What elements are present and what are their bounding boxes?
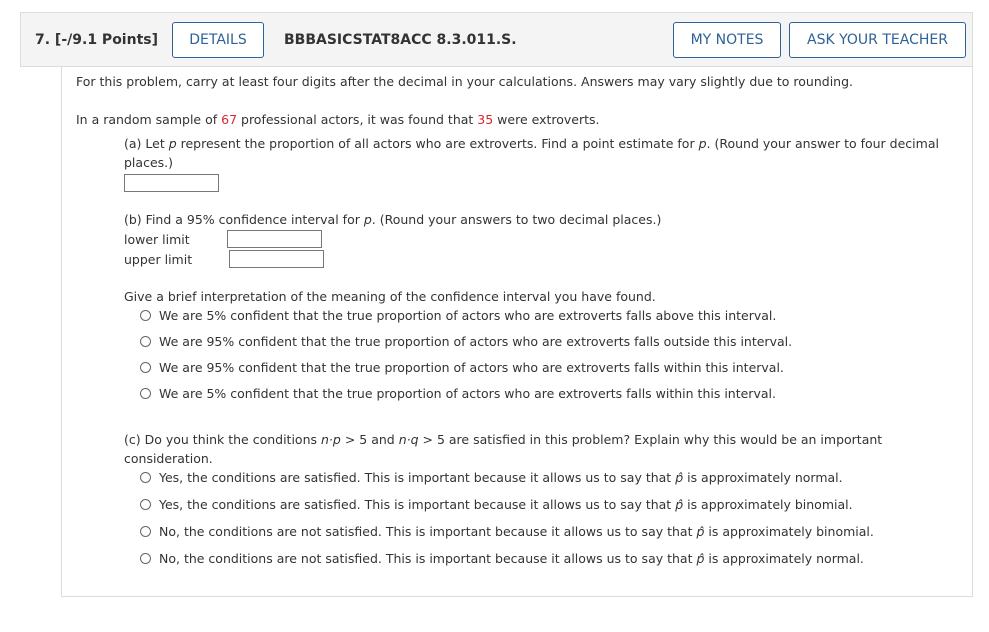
extrovert-count: 35	[477, 112, 494, 127]
sample-suffix: were extroverts.	[493, 112, 600, 127]
my-notes-button[interactable]: MY NOTES	[673, 22, 781, 58]
interpretation-radio-1[interactable]	[140, 310, 151, 321]
condition-option-2[interactable]	[159, 497, 853, 512]
upper-limit-label: upper limit	[124, 252, 193, 267]
p-hat: p̂	[675, 497, 684, 512]
p-hat: p̂	[696, 524, 705, 539]
option-post: is approximately binomial.	[704, 524, 874, 539]
interpretation-radio-2[interactable]	[140, 336, 151, 347]
part-b-pre: (b) Find a 95% confidence interval for	[124, 212, 364, 227]
var-p: p	[363, 212, 372, 227]
lower-limit-label: lower limit	[124, 232, 190, 247]
part-c-prompt	[124, 432, 882, 447]
condition-option-4[interactable]	[159, 551, 864, 566]
part-c-gt2: > 5 are satisfied in this problem? Explain why this would be an important	[418, 432, 883, 447]
interpretation-option-2[interactable]: We are 95% confident that the true proportion of actors who are extroverts falls outside this interval.	[159, 334, 793, 349]
option-pre: No, the conditions are not satisfied. This is important because it allows us to say that	[159, 551, 697, 566]
part-a-post: . (Round your answer to four decimal	[706, 136, 939, 151]
point-estimate-input[interactable]	[124, 174, 219, 192]
p-hat: p̂	[675, 470, 684, 485]
option-post: is approximately normal.	[683, 470, 843, 485]
question-number: 7. [-/9.1 Points]	[35, 32, 158, 48]
part-a-line2: places.)	[124, 155, 173, 170]
interpretation-option-4[interactable]: We are 5% confident that the true proportion of actors who are extroverts falls within this interval.	[159, 386, 776, 401]
p-hat: p̂	[696, 551, 705, 566]
condition-radio-2[interactable]	[140, 499, 151, 510]
condition-np: n·p	[321, 432, 341, 447]
details-button[interactable]: DETAILS	[172, 22, 264, 58]
upper-limit-input[interactable]	[229, 250, 324, 268]
interpretation-prompt: Give a brief interpretation of the meaning of the confidence interval you have found.	[124, 289, 656, 304]
condition-option-3[interactable]	[159, 524, 874, 539]
sample-text	[76, 112, 600, 127]
part-a-pre: (a) Let	[124, 136, 169, 151]
question-header	[20, 12, 973, 67]
part-c-gt1: > 5 and	[340, 432, 399, 447]
part-a-mid: represent the proportion of all actors who are extroverts. Find a point estimate for	[176, 136, 699, 151]
part-b-prompt	[124, 212, 661, 227]
condition-radio-4[interactable]	[140, 553, 151, 564]
condition-radio-3[interactable]	[140, 526, 151, 537]
part-a-line1	[124, 136, 939, 151]
problem-code: BBBASICSTAT8ACC 8.3.011.S.	[284, 32, 517, 48]
interpretation-option-1[interactable]: We are 5% confident that the true proportion of actors who are extroverts falls above this interval.	[159, 308, 777, 323]
part-b-post: . (Round your answers to two decimal places.)	[371, 212, 662, 227]
interpretation-radio-4[interactable]	[140, 388, 151, 399]
part-c-line2: consideration.	[124, 451, 213, 466]
condition-nq: n·q	[398, 432, 419, 447]
sample-middle: professional actors, it was found that	[237, 112, 478, 127]
sample-prefix: In a random sample of	[76, 112, 222, 127]
condition-option-1[interactable]	[159, 470, 843, 485]
sample-size: 67	[221, 112, 238, 127]
lower-limit-input[interactable]	[227, 230, 322, 248]
var-p: p	[168, 136, 177, 151]
part-c-pre: (c) Do you think the conditions	[124, 432, 321, 447]
var-p: p	[698, 136, 707, 151]
option-post: is approximately binomial.	[683, 497, 853, 512]
interpretation-radio-3[interactable]	[140, 362, 151, 373]
option-pre: Yes, the conditions are satisfied. This is important because it allows us to say that	[159, 470, 676, 485]
option-pre: No, the conditions are not satisfied. This is important because it allows us to say that	[159, 524, 697, 539]
option-post: is approximately normal.	[704, 551, 864, 566]
ask-teacher-button[interactable]: ASK YOUR TEACHER	[789, 22, 966, 58]
intro-text: For this problem, carry at least four digits after the decimal in your calculations. Answers may vary slightly due to rounding.	[76, 74, 854, 89]
condition-radio-1[interactable]	[140, 472, 151, 483]
interpretation-option-3[interactable]: We are 95% confident that the true proportion of actors who are extroverts falls within this interval.	[159, 360, 784, 375]
option-pre: Yes, the conditions are satisfied. This is important because it allows us to say that	[159, 497, 676, 512]
